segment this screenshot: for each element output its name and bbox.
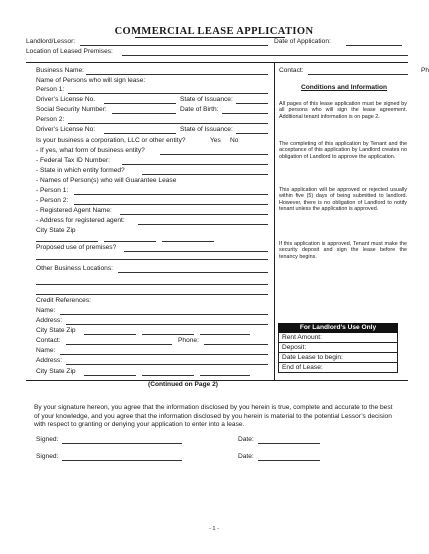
agent-name-field[interactable]: [120, 214, 268, 215]
other-locations-field-2[interactable]: [36, 284, 268, 285]
state1-label: State of Issuance:: [180, 96, 233, 103]
proposed-use-field-2[interactable]: [36, 259, 268, 260]
zip-field-2[interactable]: [200, 334, 250, 335]
dl2-field[interactable]: [104, 133, 176, 134]
state2-field[interactable]: [236, 133, 268, 134]
zip-field-3[interactable]: [200, 375, 250, 376]
guarantor1-field[interactable]: [74, 194, 268, 195]
person1-label: Person 1:: [36, 86, 65, 93]
entity-form-label: - If yes, what form of business entity?: [36, 147, 145, 154]
signed-label-1: Signed:: [36, 436, 59, 443]
state-field-1[interactable]: [104, 241, 156, 242]
guarantor2-label: - Person 2:: [36, 197, 69, 204]
agent-address-label: - Address for registered agent:: [36, 217, 125, 224]
conditions-paragraph-3: This application will be approved or rejected usually within five (5) days of being submitted to landlord. However, there is no obligation of Landlord to notify tenant unless the application is approved.: [279, 187, 407, 213]
no-option[interactable]: No: [230, 137, 239, 144]
ref-contact-field[interactable]: [66, 344, 172, 345]
dl1-field[interactable]: [104, 103, 176, 104]
state2-label: State of Issuance:: [180, 126, 233, 133]
rent-amount-label: Rent Amount:: [282, 334, 322, 341]
landlord-use-heading: For Landlord’s Use Only: [278, 323, 398, 333]
tax-id-label: - Federal Tax ID Number:: [36, 157, 110, 164]
deposit-label: Deposit:: [282, 344, 307, 351]
business-name-field[interactable]: [86, 74, 268, 75]
state-formed-field[interactable]: [142, 174, 268, 175]
ssn-field[interactable]: [112, 113, 176, 114]
corp-question: Is your business a corporation, LLC or other entity?: [36, 137, 186, 144]
rent-amount-row[interactable]: [278, 333, 398, 343]
person2-label: Person 2:: [36, 116, 65, 123]
signed-label-2: Signed:: [36, 453, 59, 460]
contact-field[interactable]: [308, 74, 408, 75]
ref2-address-field[interactable]: [66, 364, 268, 365]
ref2-name-label: Name:: [36, 347, 56, 354]
ref1-name-label: Name:: [36, 307, 56, 314]
city-state-zip-label-1: City State Zip: [36, 227, 76, 234]
date-of-application-label: Date of Application:: [274, 38, 331, 45]
location-field[interactable]: [122, 55, 408, 56]
landlord-field[interactable]: [80, 45, 268, 46]
contact-label: Contact:: [279, 67, 304, 74]
column-divider: [274, 62, 275, 380]
persons-sign-label: Name of Persons who will sign lease:: [36, 77, 146, 84]
ref1-address-field[interactable]: [66, 324, 268, 325]
dl2-label: Driver’s License No:: [36, 126, 96, 133]
signature-date-field-1[interactable]: [258, 443, 320, 444]
page-title: COMMERCIAL LEASE APPLICATION: [114, 26, 314, 37]
date-of-application-field[interactable]: [346, 45, 402, 46]
ref-phone-label: Phone:: [178, 337, 199, 344]
conditions-heading: Conditions and Information: [300, 84, 388, 91]
person1-field[interactable]: [68, 93, 268, 94]
state-field-2[interactable]: [142, 334, 194, 335]
title-underline: [135, 37, 285, 38]
business-name-label: Business Name:: [36, 67, 85, 74]
guarantor2-field[interactable]: [74, 204, 268, 205]
other-locations-label: Other Business Locations:: [36, 265, 113, 272]
ref-contact-label: Contact:: [36, 337, 61, 344]
city-field-3[interactable]: [84, 375, 136, 376]
conditions-paragraph-4: If this application is approved, Tenant must make the security deposit and sign the lease before the tenancy begins.: [279, 241, 407, 260]
continued-note: (Continued on Page 2): [148, 381, 218, 388]
dl1-label: Driver’s License No.: [36, 96, 96, 103]
phone-label-clipped: Ph: [421, 67, 429, 74]
form-top-rule: [26, 62, 408, 63]
other-locations-field[interactable]: [118, 272, 268, 273]
deposit-row[interactable]: [278, 343, 398, 353]
yes-option[interactable]: Yes: [210, 137, 221, 144]
entity-form-field[interactable]: [160, 154, 268, 155]
signature-field-2[interactable]: [62, 460, 182, 461]
agent-name-label: - Registered Agent Name:: [36, 207, 112, 214]
proposed-use-field[interactable]: [124, 251, 268, 252]
city-state-zip-label-3: City State Zip: [36, 368, 76, 375]
dob-field[interactable]: [222, 113, 268, 114]
page-number: - 1 -: [209, 526, 219, 532]
ref2-address-label: Address:: [36, 357, 63, 364]
ref1-address-label: Address:: [36, 317, 63, 324]
conditions-paragraph-2: The completing of this application by Tenant and the acceptance of this application by Landlord creates no obligation of Landlord to approve the application.: [279, 141, 407, 160]
state-field-3[interactable]: [142, 375, 194, 376]
state-formed-label: - State in which entity formed?: [36, 167, 125, 174]
ref2-name-field[interactable]: [60, 354, 268, 355]
person2-field[interactable]: [68, 123, 268, 124]
lease-end-label: End of Lease:: [282, 364, 323, 371]
agent-address-field[interactable]: [138, 224, 268, 225]
city-field-1[interactable]: [36, 241, 98, 242]
state1-field[interactable]: [236, 103, 268, 104]
zip-field-1[interactable]: [162, 241, 214, 242]
date-label-2: Date:: [238, 453, 254, 460]
landlord-label: Landlord/Lessor:: [26, 38, 76, 45]
lease-end-row[interactable]: [278, 363, 398, 373]
ref1-name-field[interactable]: [60, 314, 268, 315]
ssn-label: Social Security Number:: [36, 106, 107, 113]
guarantor1-label: - Person 1:: [36, 187, 69, 194]
guarantors-label: - Names of Person(s) who will Guarantee Lease: [36, 177, 177, 184]
signature-date-field-2[interactable]: [258, 460, 320, 461]
signature-field-1[interactable]: [62, 443, 182, 444]
credit-references-label: Credit References:: [36, 297, 91, 304]
lease-begin-label: Date Lease to begin:: [282, 354, 343, 361]
dob-label: Date of Birth:: [180, 106, 219, 113]
conditions-paragraph-1: All pages of this lease application must be signed by all persons who will sign the lease agreement. Additional tenant information is on page 2.: [279, 101, 407, 120]
city-field-2[interactable]: [84, 334, 136, 335]
ref-phone-field[interactable]: [204, 344, 268, 345]
proposed-use-label: Proposed use of premises?: [36, 244, 117, 251]
tax-id-field[interactable]: [122, 164, 268, 165]
lease-begin-row[interactable]: [278, 353, 398, 363]
date-label-1: Date:: [238, 436, 254, 443]
other-locations-field-3[interactable]: [36, 294, 268, 295]
location-label: Location of Leased Premises:: [26, 48, 113, 55]
city-state-zip-label-2: City State Zip: [36, 327, 76, 334]
declaration-text: By your signature hereon, you agree that the information disclosed by you herein is true, complete and accurate to the best of your knowledge, and you agree that the information disclosed by you herein is material to the potential Lessor’s decision with respect to granting or denying your application to enter into a lease.: [34, 404, 393, 429]
